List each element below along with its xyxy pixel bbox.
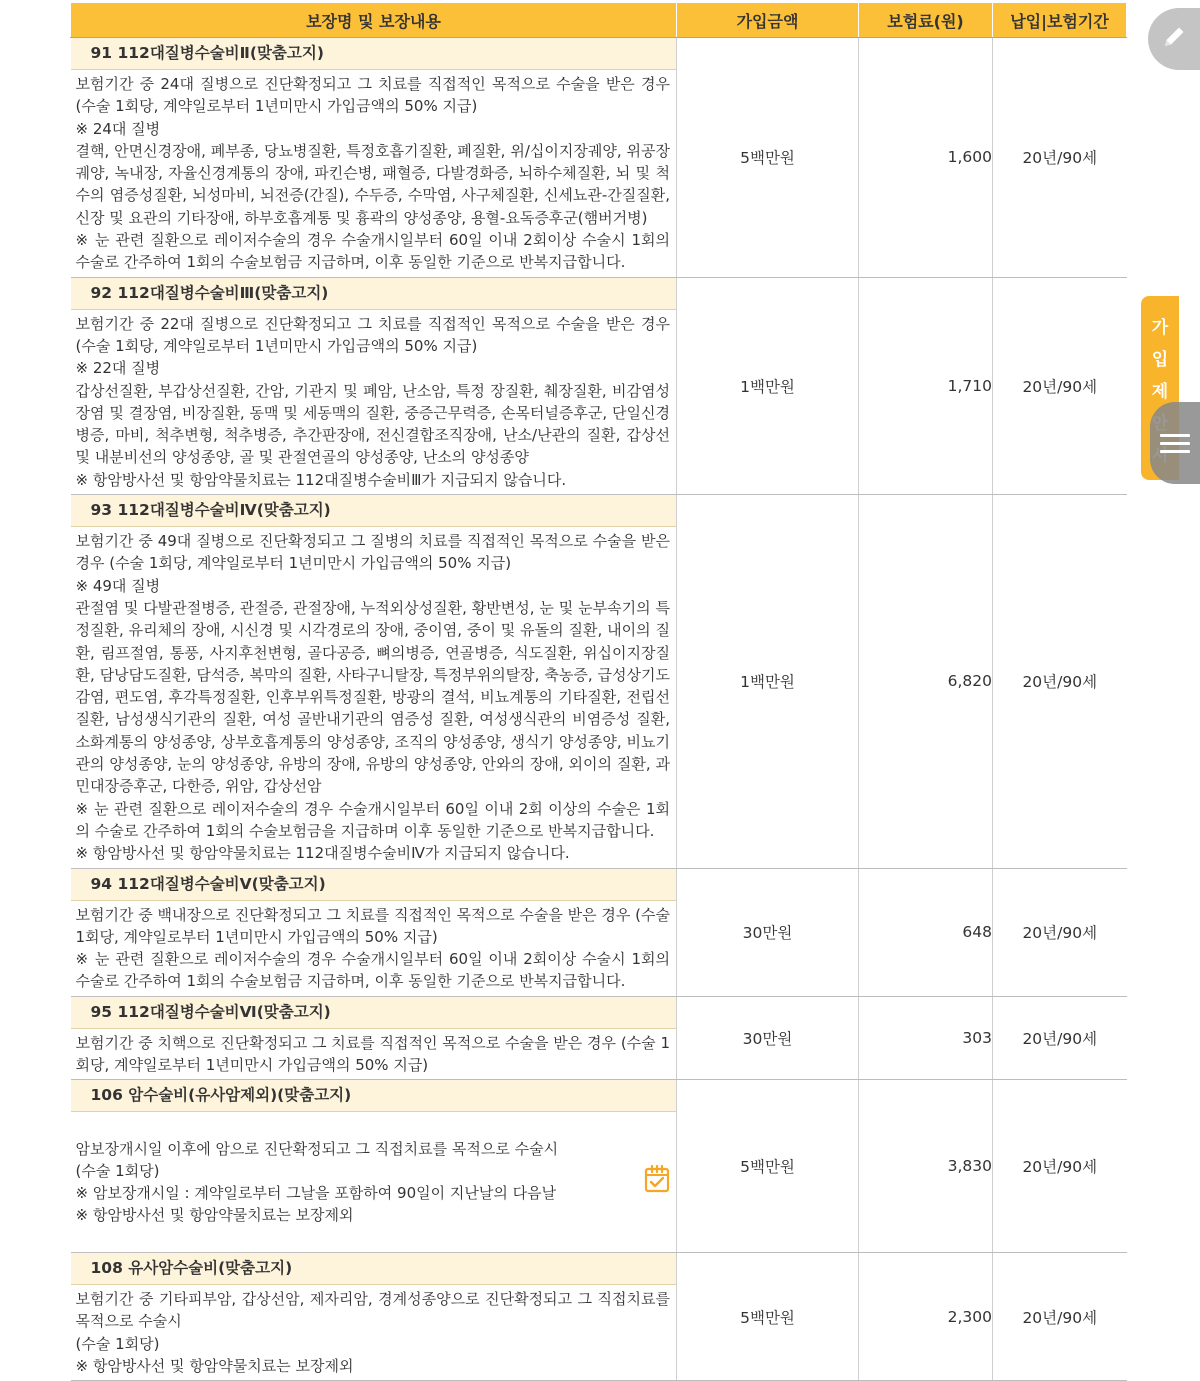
coverage-description: 보험기간 중 49대 질병으로 진단확정되고 그 질병의 치료를 직접적인 목적으로 수술을 받은 경우 (수술 1회당, 계약일로부터 1년미만시 가입금액의 50% 지급) ※ 49대 질병 관절염 및 다발관절병증, 관절증, 관절장애, 누적외상성질환, 황반변성, 눈 및 눈부속기의 특정질환, 유리체의 장애, 시신경 및 시각경로의 장애, 중이염, 중이 및 유돌의 질환, 내이의 질환, 림프절염, 통풍, 사지후천변형, 골다공증, 뼈의병증, 연골병증, 식도질환, 위십이지장질환, 담낭담도질환, 담석증, 복막의 질환, 사타구니탈장, 특정부위의탈장, 축농증, 급성상기도감염, 편도염, 후각특정질환, 인후부위특정질환, 방광의 결석, 비뇨계통의 기타질환, 전립선질환, 남성생식기관의 질환, 여성 골반내기관의 염증성 질환, 여성생식관의 비염증성 질환, 소화계통의 양성종양, 상부호흡계통의 양성종양, 조직의 양성종양, 생식기 양성종양, 비뇨기관의 양성종양, 눈의 양성종양, 유방의 장애, 유방의 양성종양, 안와의 장애, 외이의 질환, 과민대장증후군, 다한증, 위암, 갑상선암 ※ 눈 관련 질환으로 레이저수술의 경우 수술개시일부터 60일 이내 2회 이상의 수술은 1회의 수술로 간주하여 1회의 수술보험금을 지급하며 이후 동일한 기준으로 반복지급합니다. ※ 항암방사선 및 항암약물치료는 112대질병수술비Ⅳ가 지급되지 않습니다.: [75, 532, 670, 863]
coverage-name: 108 유사암수술비(맞춤고지): [71, 1253, 677, 1285]
coverage-cell: [71, 868, 677, 996]
coverage-cell: [71, 1080, 677, 1253]
amount-cell: 5백만원: [677, 38, 859, 278]
period-cell: 20년/90세: [993, 495, 1127, 868]
table-row: [71, 1253, 1127, 1381]
premium-cell: 1,600: [859, 38, 993, 278]
table-row: [71, 38, 1127, 278]
table-header-row: [71, 3, 1127, 38]
checklist-clipboard-icon[interactable]: [644, 1142, 670, 1170]
amount-cell: 5백만원: [677, 1080, 859, 1253]
coverage-cell: [71, 277, 677, 494]
amount-cell: 5백만원: [677, 1253, 859, 1381]
premium-cell: 3,830: [859, 1080, 993, 1253]
amount-cell: 30만원: [677, 868, 859, 996]
coverage-cell: [71, 38, 677, 278]
coverage-name: 91 112대질병수술비Ⅱ(맞춤고지): [71, 38, 677, 70]
col-header-amount: 가입금액: [677, 3, 859, 38]
coverage-description: 보험기간 중 치핵으로 진단확정되고 그 치료를 직접적인 목적으로 수술을 받은 경우 (수술 1회당, 계약일로부터 1년미만시 가입금액의 50% 지급): [75, 1033, 670, 1074]
coverage-description: 보험기간 중 22대 질병으로 진단확정되고 그 치료를 직접적인 목적으로 수술을 받은 경우 (수술 1회당, 계약일로부터 1년미만시 가입금액의 50% 지급) ※ 22대 질병 갑상선질환, 부갑상선질환, 간암, 기관지 및 폐암, 난소암, 특정 장질환, 췌장질환, 비감염성장염 및 결장염, 비장질환, 동맥 및 세동맥의 질환, 중증근무력증, 손목터널증후군, 단일신경병증, 마비, 척추변형, 척추병증, 추간판장애, 전신결합조직장애, 난소/난관의 질환, 갑상선 및 내분비선의 양성종양, 골 및 관절연골의 양성종양, 난소의 양성종양 ※ 항암방사선 및 항암약물치료는 112대질병수술비Ⅲ가 지급되지 않습니다.: [75, 314, 670, 489]
coverage-table: [70, 2, 1127, 1381]
coverage-description: [71, 1112, 677, 1252]
hamburger-menu-icon: [1160, 429, 1190, 458]
coverage-name: 93 112대질병수술비Ⅳ(맞춤고지): [71, 495, 677, 527]
table-row: [71, 996, 1127, 1080]
period-cell: 20년/90세: [993, 1253, 1127, 1381]
table-row: [71, 868, 1127, 996]
coverage-name: 106 암수술비(유사암제외)(맞춤고지): [71, 1080, 677, 1112]
premium-cell: 1,710: [859, 277, 993, 494]
col-header-coverage: 보장명 및 보장내용: [71, 3, 677, 38]
premium-cell: 648: [859, 868, 993, 996]
table-row: [71, 495, 1127, 868]
coverage-name: 94 112대질병수술비Ⅴ(맞춤고지): [71, 869, 677, 901]
premium-cell: 2,300: [859, 1253, 993, 1381]
coverage-cell: [71, 996, 677, 1080]
coverage-cell: [71, 1253, 677, 1381]
coverage-description: 보험기간 중 백내장으로 진단확정되고 그 치료를 직접적인 목적으로 수술을 받은 경우 (수술 1회당, 계약일로부터 1년미만시 가입금액의 50% 지급) ※ 눈 관련 질환으로 레이저수술의 경우 수술개시일부터 60일 이내 2회이상 수술시 1회의 수술로 간주하여 1회의 수술보험금 지급하며, 이후 동일한 기준으로 반복지급합니다.: [75, 905, 670, 991]
coverage-description: 보험기간 중 기타피부암, 갑상선암, 제자리암, 경계성종양으로 진단확정되고 그 직접치료를 목적으로 수술시 (수술 1회당) ※ 항암방사선 및 항암약물치료는 보장제외: [75, 1290, 670, 1375]
menu-button[interactable]: [1150, 402, 1200, 484]
period-cell: 20년/90세: [993, 996, 1127, 1080]
coverage-cell: [71, 495, 677, 868]
side-tab-char: 제: [1151, 382, 1169, 402]
coverage-name: 92 112대질병수술비Ⅲ(맞춤고지): [71, 278, 677, 310]
coverage-description-text: 암보장개시일 이후에 암으로 진단확정되고 그 직접치료를 목적으로 수술시 (수술 1회당) ※ 암보장개시일 : 계약일로부터 그날을 포함하여 90일이 지난날의 다음날 ※ 항암방사선 및 항암약물치료는 보장제외: [75, 1139, 559, 1225]
table-row: [71, 1080, 1127, 1253]
premium-cell: 6,820: [859, 495, 993, 868]
col-header-premium: 보험료(원): [859, 3, 993, 38]
amount-cell: 1백만원: [677, 277, 859, 494]
period-cell: 20년/90세: [993, 868, 1127, 996]
period-cell: 20년/90세: [993, 1080, 1127, 1253]
amount-cell: 1백만원: [677, 495, 859, 868]
edit-button[interactable]: [1148, 8, 1200, 70]
side-tab-char: 입: [1151, 350, 1169, 370]
pencil-icon: [1160, 23, 1188, 55]
period-cell: 20년/90세: [993, 277, 1127, 494]
col-header-period: 납입|보험기간: [993, 3, 1127, 38]
side-tab-char: 가: [1151, 318, 1169, 338]
period-cell: 20년/90세: [993, 38, 1127, 278]
amount-cell: 30만원: [677, 996, 859, 1080]
coverage-name: 95 112대질병수술비Ⅵ(맞춤고지): [71, 997, 677, 1029]
coverage-description: 보험기간 중 24대 질병으로 진단확정되고 그 치료를 직접적인 목적으로 수술을 받은 경우 (수술 1회당, 계약일로부터 1년미만시 가입금액의 50% 지급) ※ 24대 질병 결핵, 안면신경장애, 폐부종, 당뇨병질환, 특정호흡기질환, 폐질환, 위/십이지장궤양, 위공장궤양, 녹내장, 자율신경계통의 장애, 파킨슨병, 패혈증, 다발경화증, 뇌하수체질환, 뇌 및 척수의 염증성질환, 뇌성마비, 뇌전증(간질), 수두증, 수막염, 사구체질환, 신세뇨관-간질질환, 신장 및 요관의 기타장애, 하부호흡계통 및 흉곽의 양성종양, 용혈-요독증후군(햄버거병) ※ 눈 관련 질환으로 레이저수술의 경우 수술개시일부터 60일 이내 2회이상 수술시 1회의 수술로 간주하여 1회의 수술보험금 지급하며, 이후 동일한 기준으로 반복지급합니다.: [75, 75, 670, 272]
table-row: [71, 277, 1127, 494]
premium-cell: 303: [859, 996, 993, 1080]
